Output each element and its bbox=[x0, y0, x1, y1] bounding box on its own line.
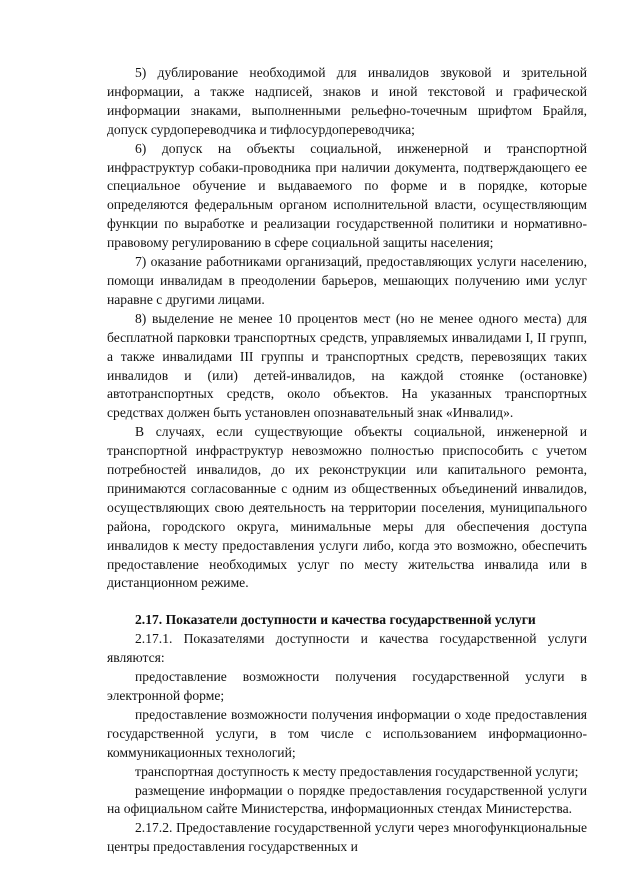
document-body bbox=[107, 64, 587, 857]
paragraph-2-17-2: 2.17.2. Предоставление государственной услуги через многофункциональные центры предоставления государственных и bbox=[107, 820, 587, 855]
indicator-electronic-form: предоставление возможности получения государственной услуги в электронной форме; bbox=[107, 669, 587, 703]
indicator-transport-access: транспортная доступность к месту предоставления государственной услуги; bbox=[135, 763, 579, 779]
paragraph-item-7: 7) оказание работниками организаций, предоставляющих услуги населению, помощи инвалидам в преодолении барьеров, мешающих получению ими услуг наравне с другими лицами. bbox=[107, 254, 587, 307]
paragraph-exceptions: В случаях, если существующие объекты социальной, инженерной и транспортной инфраструктур невозможно полностью приспособить с учетом потребностей инвалидов, до их реконструкции или капитального ремонта, принимаются согласованные с одним из общественных объединений инвалидов, осуществляющих свою деятельность на территории поселения, муниципального района, городского округа, минимальные меры для обеспечения доступа инвалидов к месту предоставления услуги либо, когда это возможно, обеспечить предоставление необходимых услуг по месту жительства инвалида или в дистанционном режиме. bbox=[107, 424, 587, 591]
paragraph-2-17-1: 2.17.1. Показателями доступности и качества государственной услуги являются: bbox=[107, 631, 587, 666]
indicator-progress-info: предоставление возможности получения информации о ходе предоставления государственной услуги, в том числе с использованием информационно-коммуникационных технологий; bbox=[107, 706, 587, 760]
paragraph-item-5: 5) дублирование необходимой для инвалидов звуковой и зрительной информации, а также надписей, знаков и иной текстовой и графической информации знаками, выполненными рельефно-точечным шрифтом Брайля, допуск сурдопереводчика и тифлосурдопереводчика; bbox=[107, 65, 587, 137]
section-heading: 2.17. Показатели доступности и качества государственной услуги bbox=[135, 612, 536, 628]
paragraph-item-8: 8) выделение не менее 10 процентов мест (но не менее одного места) для бесплатной парковки транспортных средств, управляемых инвалидами I, II групп, а также инвалидами III группы и транспортных средств, перевозящих таких инвалидов и (или) детей-инвалидов, на каждой стоянке (остановке) автотранспортных средств, около объектов. На указанных транспортных средствах должен быть установлен опознавательный знак «Инвалид». bbox=[107, 310, 587, 421]
paragraph-item-6: 6) допуск на объекты социальной, инженерной и транспортной инфраструктур собаки-проводника при наличии документа, подтверждающего ее специальное обучение и выдаваемого по форме и в порядке, которые определяются федеральным органом исполнительной власти, осуществляющим функции по выработке и реализации государственной политики и нормативно-правовому регулированию в сфере социальной защиты населения; bbox=[107, 140, 587, 251]
indicator-info-placement: размещение информации о порядке предоставления государственной услуги на официальном сайте Министерства, информационных стендах Министерства. bbox=[107, 782, 587, 817]
